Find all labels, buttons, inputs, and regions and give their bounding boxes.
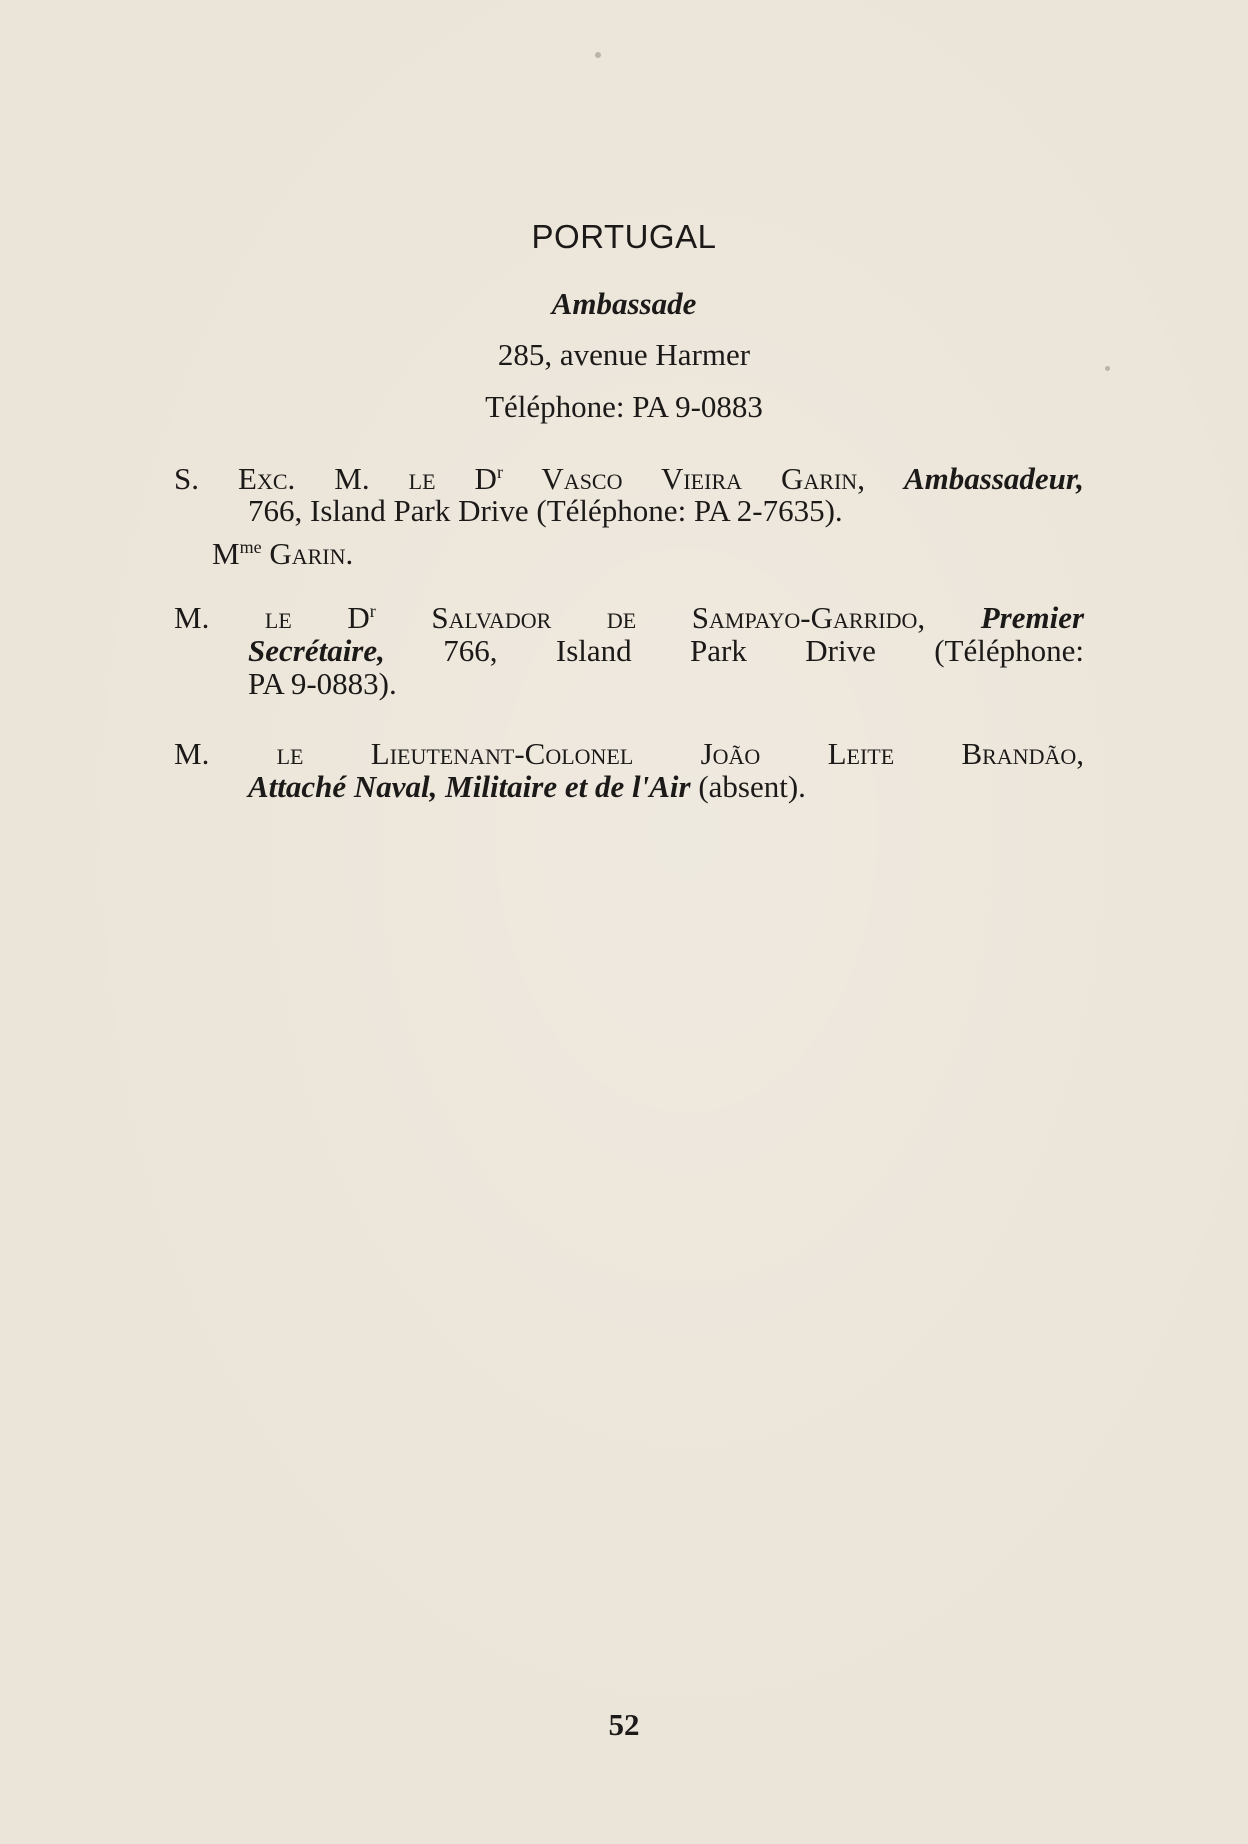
entry-telephone: PA 9-0883). [248, 666, 397, 701]
entry-ambassador [174, 461, 1084, 529]
paper-speck [595, 52, 601, 58]
mission-telephone: Téléphone: PA 9-0883 [485, 389, 763, 424]
page-number: 52 [608, 1707, 640, 1742]
entry-line [174, 600, 1084, 636]
spouse-sup: me [239, 537, 262, 557]
spouse-prefix: M [212, 536, 240, 571]
country-heading: PORTUGAL [531, 218, 717, 255]
mission-address: 285, avenue Harmer [497, 337, 751, 372]
entry-prefix: S. [174, 461, 239, 496]
entry-title-sup: r [369, 601, 376, 621]
entry-title-sup: r [496, 462, 503, 482]
entry-line [174, 461, 1084, 497]
entry-role: Ambassadeur, [903, 461, 1085, 496]
entry-name: Vasco Vieira Garin, [502, 461, 904, 496]
entry-address: 766, Island Park Drive (Téléphone: [384, 633, 1084, 668]
entry-line [174, 769, 1084, 805]
entry-role: Attaché Naval, Militaire et de l'Air [248, 769, 691, 804]
entry-name: M. le Lieutenant-Colonel João Leite Brandão, [174, 736, 1084, 771]
entry-address: 766, Island Park Drive (Téléphone: PA 2-7635). [248, 493, 843, 528]
entry-spouse [212, 536, 353, 572]
entry-title: M. le D [174, 600, 370, 635]
entry-title: Exc. M. le D [238, 461, 497, 496]
entry-name: Salvador de Sampayo-Garrido, [375, 600, 981, 635]
entry-first-secretary [174, 600, 1084, 702]
entry-line [174, 633, 1084, 669]
entry-role: Premier [980, 600, 1085, 635]
spouse-name: Garin. [261, 536, 354, 571]
entry-role-cont: Secrétaire, [248, 633, 385, 668]
entry-status: (absent). [690, 769, 806, 804]
entry-attache [174, 736, 1084, 805]
mission-type-heading: Ambassade [551, 286, 697, 321]
